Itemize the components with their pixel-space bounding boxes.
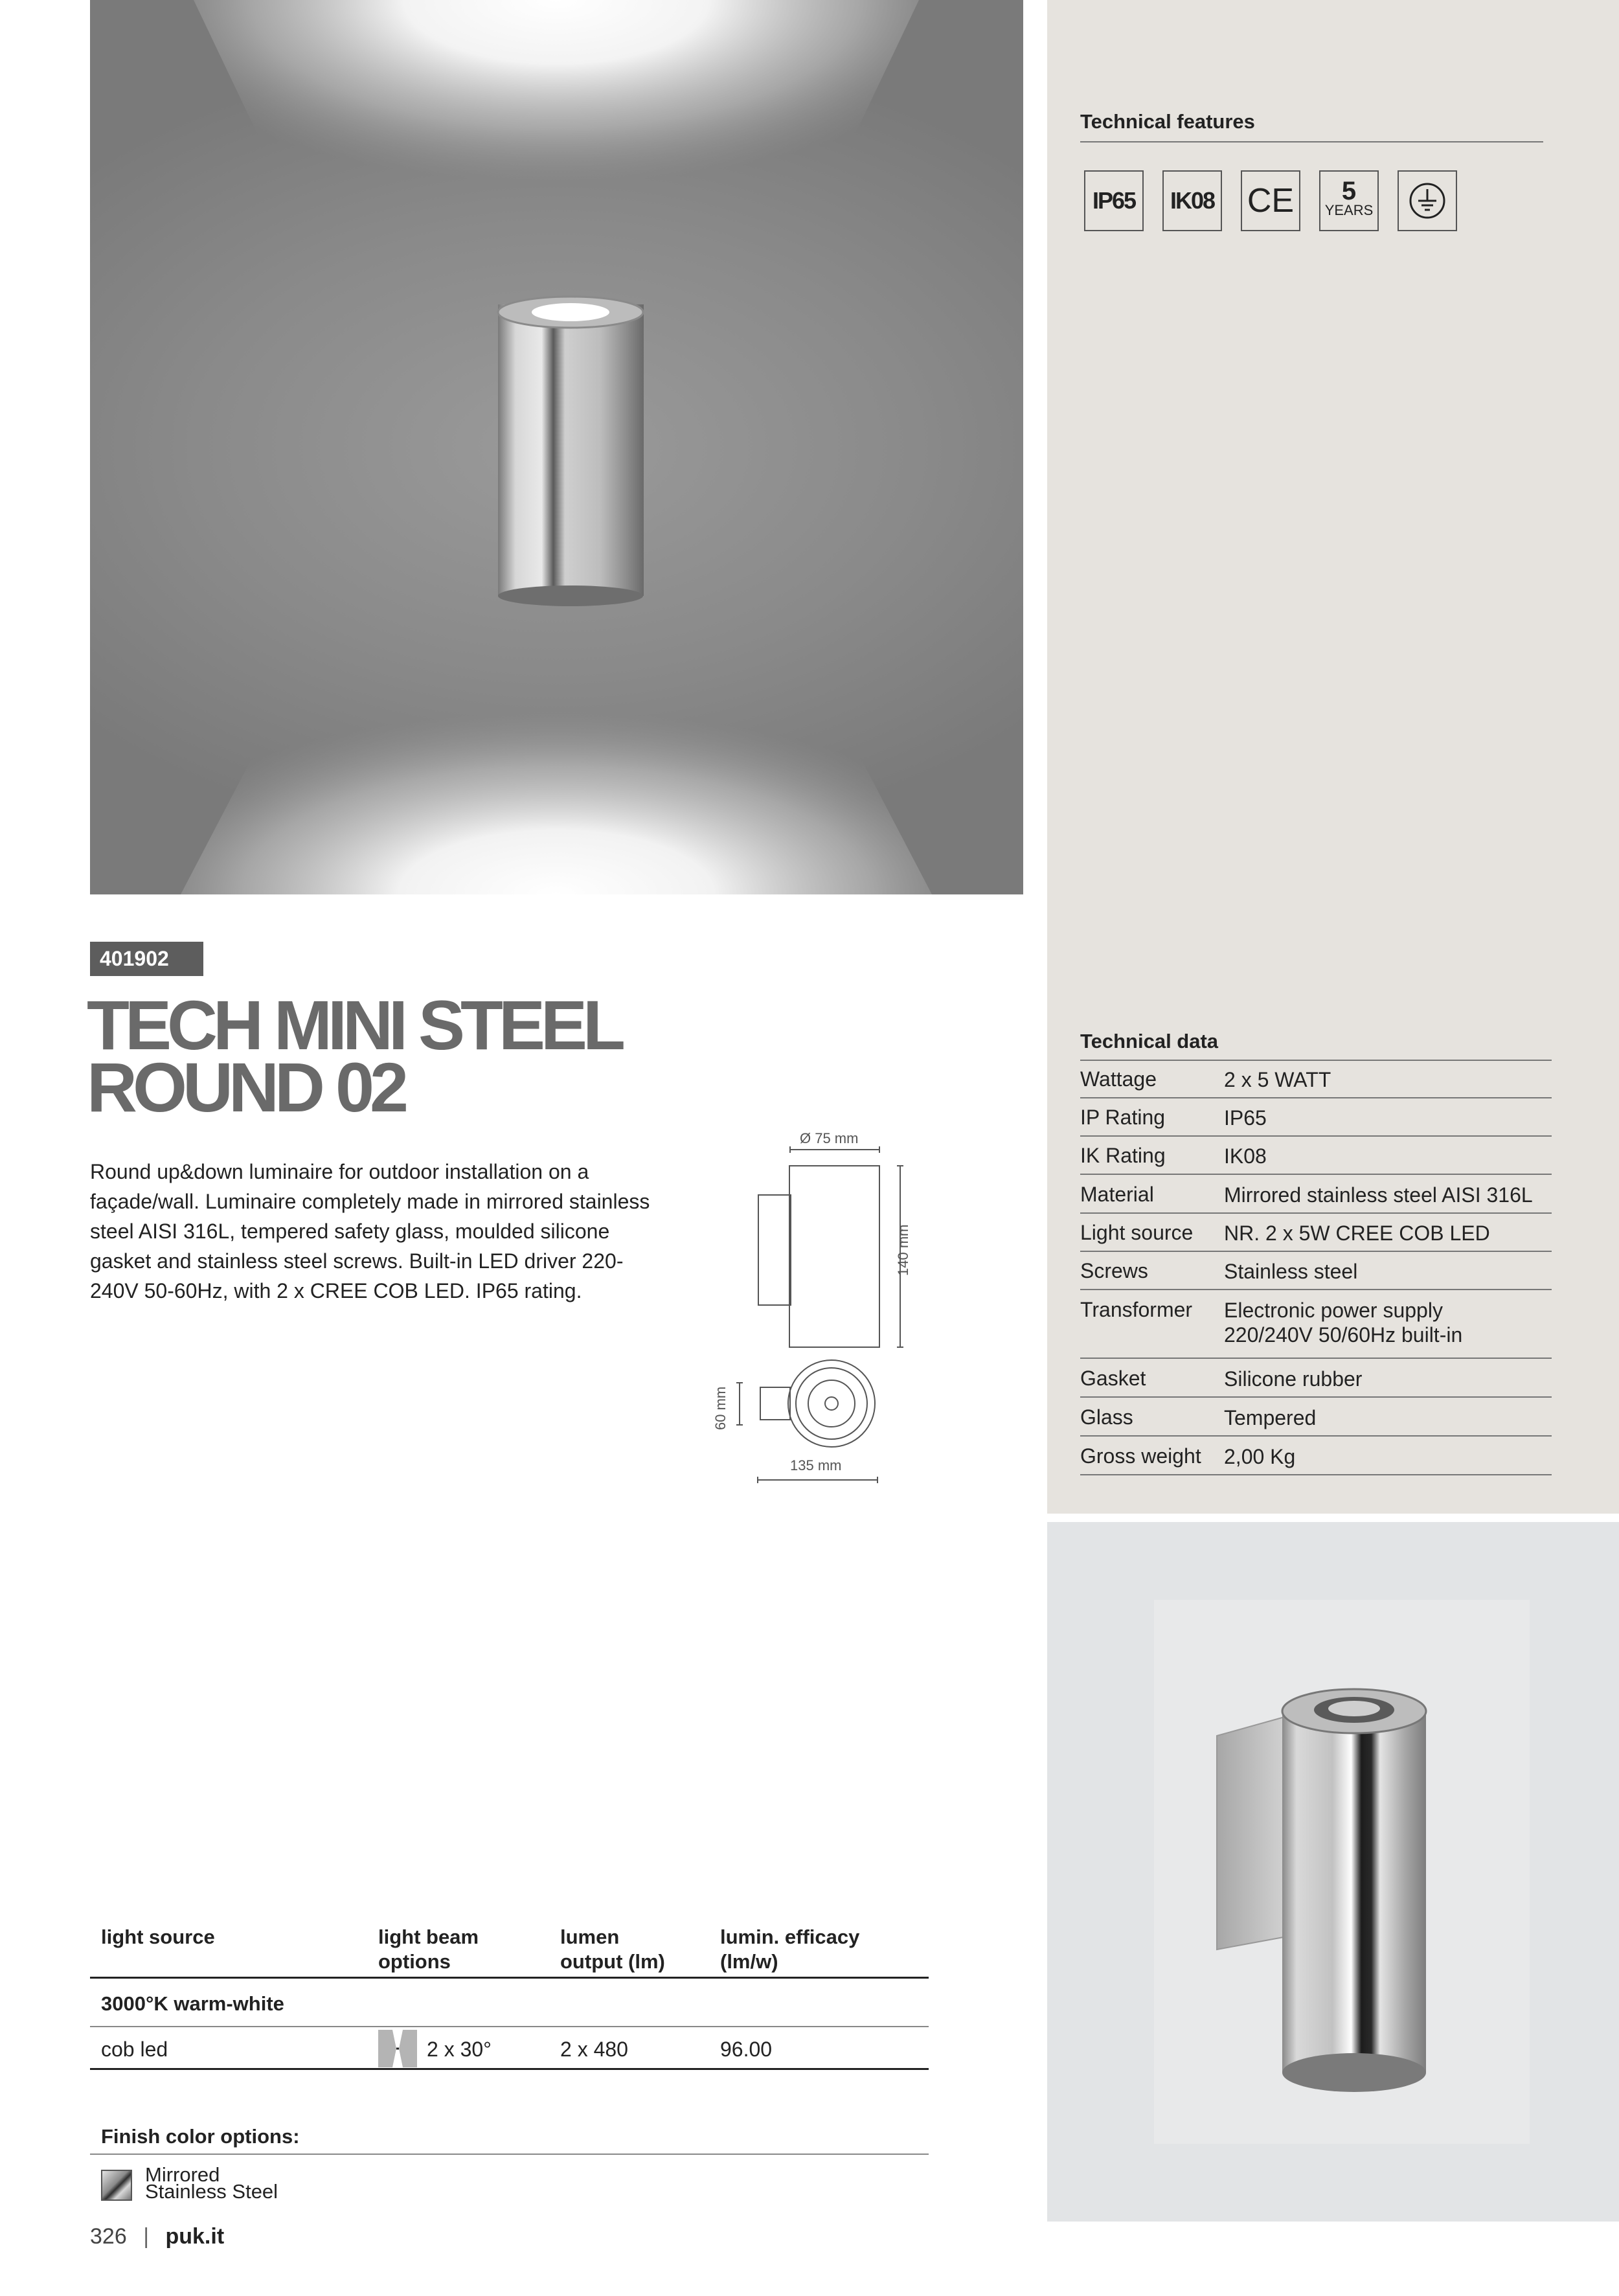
page-number: 326 [90, 2224, 127, 2249]
light-table-group-rule [90, 2026, 929, 2027]
header-efficacy-line1: lumin. efficacy [720, 1926, 860, 1948]
finish-divider [90, 2154, 929, 2155]
tech-row-material [1080, 1183, 1552, 1214]
tech-row-glass [1080, 1405, 1552, 1437]
warranty-icon [1319, 170, 1379, 231]
tech-row-ip-rating [1080, 1106, 1552, 1137]
tech-label: Glass [1080, 1405, 1133, 1429]
tech-label: IP Rating [1080, 1106, 1166, 1129]
tech-row-gasket [1080, 1367, 1552, 1398]
product-title-line1: TECH MINI STEEL [87, 986, 622, 1064]
header-light-beam-line2: options [378, 1950, 451, 1973]
tech-value: Silicone rubber [1224, 1367, 1363, 1391]
warranty-label: YEARS [1324, 202, 1374, 218]
header-lumen-line2: output (lm) [560, 1950, 665, 1973]
row-light-source: cob led [101, 2038, 168, 2061]
header-lumen-line1: lumen [560, 1926, 620, 1948]
ground-icon [1398, 170, 1457, 231]
header-efficacy-line2: (lm/w) [720, 1950, 778, 1973]
dimension-depth: 60 mm [712, 1386, 729, 1430]
product-code-badge: 401902 [90, 942, 203, 976]
tech-value: Tempered [1224, 1406, 1317, 1429]
features-divider [1080, 141, 1543, 142]
tech-label: Wattage [1080, 1067, 1157, 1091]
ce-mark-icon [1241, 170, 1300, 231]
header-light-beam [378, 1925, 479, 1974]
features-title: Technical features [1080, 110, 1255, 133]
beam-shape-icon [378, 2030, 417, 2067]
row-light-beam: 2 x 30° [427, 2038, 492, 2061]
tech-label: Screws [1080, 1259, 1148, 1282]
tech-value-line2: 220/240V 50/60Hz built-in [1224, 1323, 1463, 1347]
light-table-bottom-rule [90, 2068, 929, 2070]
header-lumen-output [560, 1925, 665, 1974]
tech-row-ik-rating [1080, 1144, 1552, 1175]
header-light-beam-line1: light beam [378, 1926, 479, 1948]
hero-photo [90, 0, 1023, 894]
warranty-years: 5 [1341, 177, 1357, 205]
header-light-source: light source [101, 1926, 215, 1948]
footer-separator: | [143, 2224, 150, 2249]
tech-row-transformer [1080, 1298, 1552, 1359]
tech-value: 2,00 Kg [1224, 1445, 1296, 1468]
mirrored-steel-swatch [101, 2170, 132, 2201]
page-footer [90, 2224, 224, 2249]
tech-row-light-source [1080, 1221, 1552, 1252]
tech-value: 2 x 5 WATT [1224, 1068, 1331, 1091]
dimension-height: 140 mm [895, 1224, 911, 1276]
tech-value: IK08 [1224, 1144, 1267, 1168]
ce-mark-label: CE [1247, 182, 1295, 220]
tech-row-gross-weight [1080, 1444, 1552, 1475]
site-link[interactable]: puk.it [165, 2224, 225, 2249]
row-luminous-efficacy: 96.00 [720, 2038, 773, 2061]
tech-label: Transformer [1080, 1298, 1193, 1321]
tech-value: Electronic power supply [1224, 1299, 1443, 1322]
dimension-drawing [706, 1120, 913, 1490]
tech-value: Mirrored stainless steel AISI 316L [1224, 1183, 1533, 1207]
tech-value: NR. 2 x 5W CREE COB LED [1224, 1222, 1490, 1245]
light-table-header-rule [90, 1977, 929, 1979]
tech-value: Stainless steel [1224, 1260, 1358, 1283]
finish-option-line2: Stainless Steel [145, 2180, 278, 2203]
product-photo [1047, 1522, 1619, 2222]
light-table-group: 3000°K warm-white [101, 1992, 284, 2015]
header-luminous-efficacy [720, 1925, 859, 1974]
tech-label: Light source [1080, 1221, 1194, 1244]
dimension-diameter: Ø 75 mm [800, 1130, 859, 1146]
tech-data-title: Technical data [1080, 1030, 1219, 1052]
product-title [87, 986, 622, 1126]
row-lumen-output: 2 x 480 [560, 2038, 628, 2061]
finish-option-label [145, 2163, 278, 2203]
product-description: Round up&down luminaire for outdoor installation on a façade/wall. Luminaire completely made in mirrored stainless steel AISI 316L, tempered safety glass, moulded silicone gasket and stainless steel screws. Built-in LED driver 220-240V 50-60Hz, with 2 x CREE COB LED. IP65 rating. [90, 1160, 650, 1302]
finish-option-line1: Mirrored [145, 2163, 220, 2186]
tech-label: Gross weight [1080, 1444, 1201, 1468]
tech-row-wattage [1080, 1067, 1552, 1098]
dimension-width: 135 mm [790, 1457, 842, 1473]
tech-label: Material [1080, 1183, 1154, 1206]
tech-label: IK Rating [1080, 1144, 1166, 1167]
finish-title: Finish color options: [101, 2125, 300, 2148]
tech-value: IP65 [1224, 1106, 1267, 1130]
ip65-icon: IP65 [1084, 170, 1144, 231]
tech-label: Gasket [1080, 1367, 1146, 1390]
product-title-line2: ROUND 02 [87, 1048, 405, 1126]
tech-row-screws [1080, 1259, 1552, 1290]
ik08-icon: IK08 [1162, 170, 1222, 231]
tech-data-divider [1080, 1060, 1552, 1061]
